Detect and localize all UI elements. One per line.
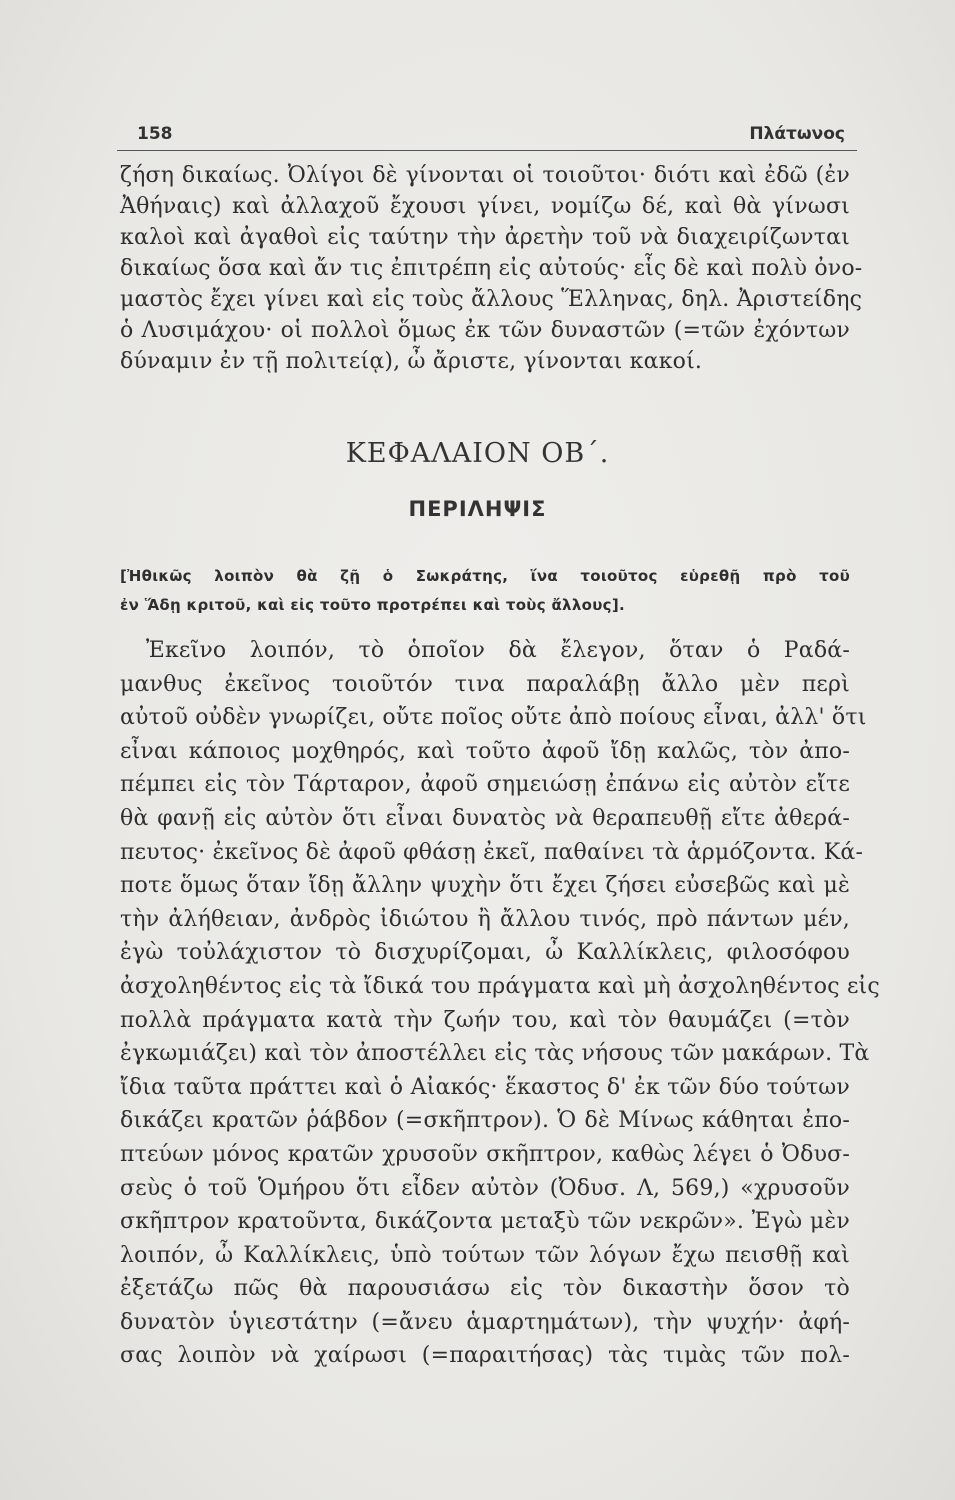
- summary-heading: ΠΕΡΙΛΗΨΙΣ: [408, 497, 547, 521]
- text-line: θὰ φανῇ εἰς αὐτὸν ὅτι εἶναι δυνατὸς νὰ θεραπευθῇ εἴτε ἀθερά-: [120, 805, 850, 831]
- text-line: ὁ Λυσιμάχου· οἱ πολλοὶ ὅμως ἐκ τῶν δυναστῶν (=τῶν ἐχόντων: [120, 318, 850, 343]
- text-line: δυνατὸν ὑγιεστάτην (=ἄνευ ἁμαρτημάτων), τὴν ψυχήν· ἀφή-: [120, 1309, 850, 1335]
- text-line: σεὺς ὁ τοῦ Ὁμήρου ὅτι εἶδεν αὐτὸν (Ὀδυσ. Λ, 569,) «χρυσοῦν: [120, 1175, 850, 1201]
- running-title: Πλάτωνος: [749, 124, 845, 144]
- page-number: 158: [137, 124, 173, 144]
- paragraph-2: [120, 634, 880, 1373]
- text-line: καλοὶ καὶ ἀγαθοὶ εἰς ταύτην τὴν ἀρετὴν τοῦ νὰ διαχειρίζωνται: [120, 225, 850, 250]
- text-line: αὐτοῦ οὐδὲν γνωρίζει, οὔτε ποῖος οὔτε ἀπὸ ποίους εἶναι, ἀλλ' ὅτι: [120, 705, 867, 731]
- text-line: πτεύων μόνος κρατῶν χρυσοῦν σκῆπτρον, καθὼς λέγει ὁ Ὀδυσ-: [120, 1141, 850, 1167]
- text-line: σκῆπτρον κρατοῦντα, δικάζοντα μεταξὺ τῶν νεκρῶν». Ἐγὼ μὲν: [120, 1209, 850, 1235]
- text-line: ἴδια ταῦτα πράττει καὶ ὁ Αἰακός· ἕκαστος δ' ἐκ τῶν δύο τούτων: [120, 1074, 850, 1100]
- summary-line: [Ἠθικῶς λοιπὸν θὰ ζῇ ὁ Σωκράτης, ἵνα τοιοῦτος εὑρεθῇ πρὸ τοῦ: [120, 567, 850, 585]
- text-line: εἶναι κάποιος μοχθηρός, καὶ τοῦτο ἀφοῦ ἴδῃ καλῶς, τὸν ἀπο-: [120, 738, 850, 764]
- chapter-summary: [120, 562, 850, 620]
- header-rule: [117, 150, 857, 151]
- text-line: λοιπόν, ὦ Καλλίκλεις, ὑπὸ τούτων τῶν λόγων ἔχω πεισθῇ καὶ: [120, 1242, 850, 1268]
- text-line: ἀσχοληθέντος εἰς τὰ ἴδικά του πράγματα καὶ μὴ ἀσχοληθέντος εἰς: [120, 973, 880, 999]
- text-line: δικαίως ὅσα καὶ ἄν τις ἐπιτρέπη εἰς αὐτούς· εἷς δὲ καὶ πολὺ ὀνο-: [120, 256, 863, 281]
- page-header: [117, 118, 857, 152]
- text-line: ἐξετάζω πῶς θὰ παρουσιάσω εἰς τὸν δικαστὴν ὅσον τὸ: [120, 1276, 850, 1302]
- text-line: ἐγὼ τοὐλάχιστον τὸ δισχυρίζομαι, ὦ Καλλίκλεις, φιλοσόφου: [120, 940, 850, 966]
- text-line: Ἀθήναις) καὶ ἀλλαχοῦ ἔχουσι γίνει, νομίζω δέ, καὶ θὰ γίνωσι: [120, 194, 850, 219]
- chapter-title: ΚΕΦΑΛΑΙΟΝ ΟΒ΄.: [345, 438, 610, 469]
- text-line: σας λοιπὸν νὰ χαίρωσι (=παραιτήσας) τὰς τιμὰς τῶν πολ-: [120, 1343, 850, 1369]
- text-line: τὴν ἀλήθειαν, ἀνδρὸς ἰδιώτου ἢ ἄλλου τινός, πρὸ πάντων μέν,: [120, 906, 850, 932]
- text-line: ἐγκωμιάζει) καὶ τὸν ἀποστέλλει εἰς τὰς νήσους τῶν μακάρων. Τὰ: [120, 1041, 870, 1067]
- text-line: πευτος· ἐκεῖνος δὲ ἀφοῦ φθάσῃ ἐκεῖ, παθαίνει τὰ ἁρμόζοντα. Κά-: [120, 839, 864, 865]
- text-line: ζήση δικαίως. Ὀλίγοι δὲ γίνονται οἱ τοιοῦτοι· διότι καὶ ἐδῶ (ἐν: [120, 163, 850, 188]
- text-line: ποτε ὅμως ὅταν ἴδῃ ἄλλην ψυχὴν ὅτι ἔχει ζήσει εὐσεβῶς καὶ μὲ: [120, 873, 850, 899]
- text-line: πέμπει εἰς τὸν Τάρταρον, ἀφοῦ σημειώσῃ ἐπάνω εἰς αὐτὸν εἴτε: [120, 772, 850, 798]
- summary-line: ἐν Ἅδῃ κριτοῦ, καὶ εἰς τοῦτο προτρέπει καὶ τοὺς ἄλλους].: [120, 596, 626, 614]
- text-line: δικάζει κρατῶν ῥάβδον (=σκῆπτρον). Ὁ δὲ Μίνως κάθηται ἐπο-: [120, 1108, 850, 1134]
- text-line: Ἐκεῖνο λοιπόν, τὸ ὁποῖον δὰ ἔλεγον, ὅταν ὁ Ραδά-: [146, 638, 850, 663]
- paragraph-1: [120, 160, 863, 377]
- text-line: δύναμιν ἐν τῇ πολιτείᾳ), ὦ ἄριστε, γίνονται κακοί.: [120, 349, 703, 374]
- text-line: μαστὸς ἔχει γίνει καὶ εἰς τοὺς ἄλλους Ἕλληνας, δηλ. Ἀριστείδης: [120, 287, 863, 312]
- text-line: πολλὰ πράγματα κατὰ τὴν ζωήν του, καὶ τὸν θαυμάζει (=τὸν: [120, 1007, 850, 1033]
- text-line: μανθυς ἐκεῖνος τοιοῦτόν τινα παραλάβῃ ἄλλο μὲν περὶ: [120, 671, 850, 697]
